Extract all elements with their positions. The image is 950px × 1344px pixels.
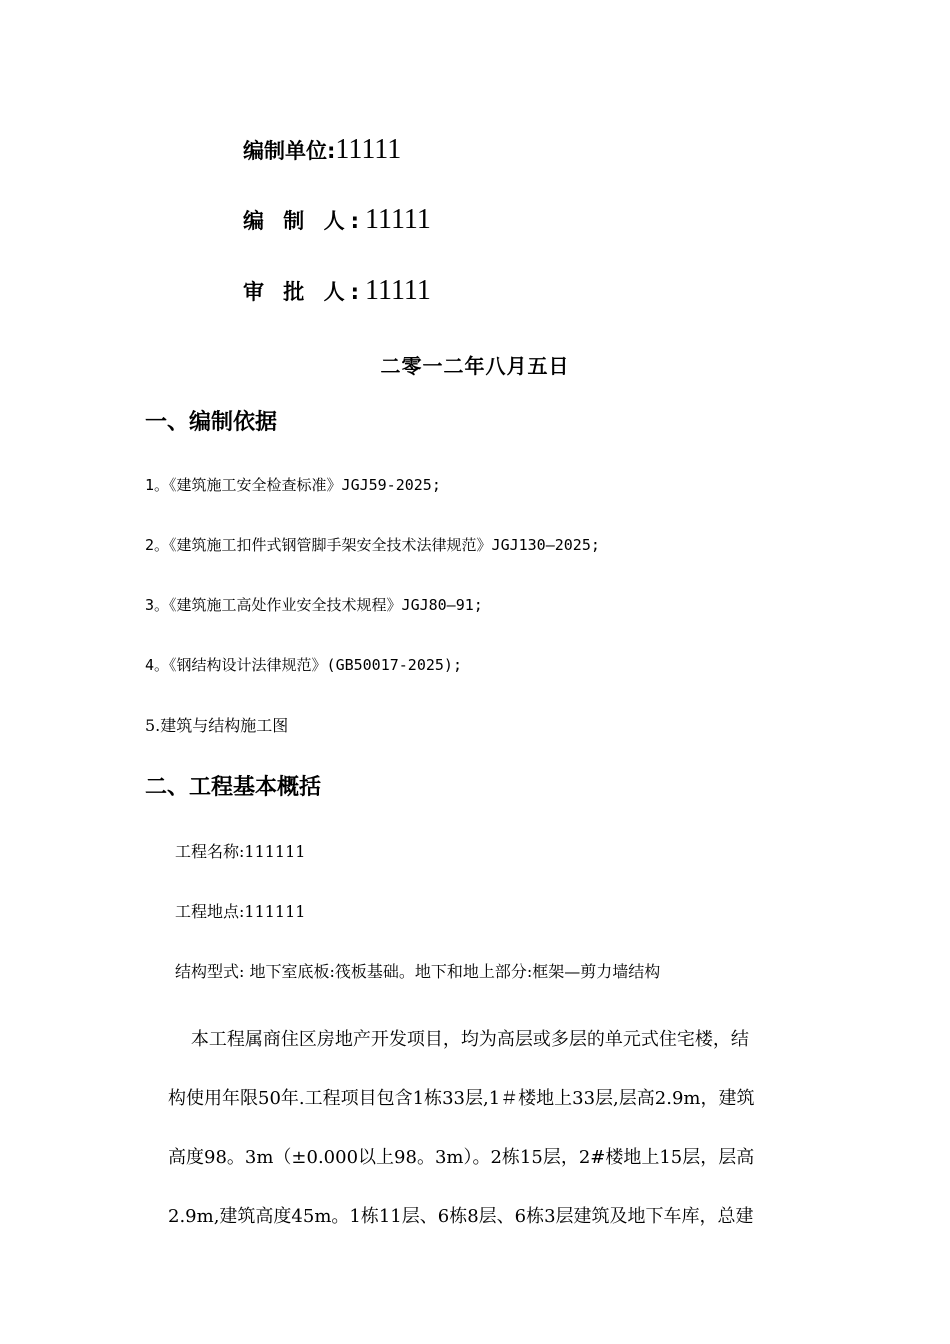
paragraph-line: 高度98。3m（±0.000以上98。3m）。2栋15层，2#楼地上15层，层高 xyxy=(168,1147,755,1168)
approver-row xyxy=(243,275,431,307)
paragraph-line: 本工程属商住区房地产开发项目，均为高层或多层的单元式住宅楼，结 xyxy=(168,1029,749,1050)
list-item: 4。《钢结构设计法律规范》(GB50017-2025); xyxy=(145,656,462,674)
list-item: 5.建筑与结构施工图 xyxy=(145,716,289,735)
section2-heading: 二、工程基本概括 xyxy=(145,775,322,800)
structure-type: 结构型式: 地下室底板:筏板基础。地下和地上部分:框架—剪力墙结构 xyxy=(175,962,661,981)
list-item: 1。《建筑施工安全检查标准》JGJ59-2025; xyxy=(145,476,441,494)
project-description xyxy=(168,1010,808,1246)
compiling-unit-value: 11111 xyxy=(335,134,402,165)
section1-heading: 一、编制依据 xyxy=(145,410,278,435)
project-name: 工程名称:111111 xyxy=(175,842,306,861)
author-row xyxy=(243,204,431,236)
list-item: 2。《建筑施工扣件式钢管脚手架安全技术法律规范》JGJ130—2025; xyxy=(145,536,600,554)
list-item: 3。《建筑施工高处作业安全技术规程》JGJ80—91; xyxy=(145,596,483,614)
author-label: 编 制 人: xyxy=(243,209,366,233)
approver-value: 11111 xyxy=(365,275,431,306)
approver-label: 审 批 人: xyxy=(243,280,366,304)
paragraph-line: 2.9m,建筑高度45m。1栋11层、6栋8层、6栋3层建筑及地下车库，总建 xyxy=(168,1206,754,1227)
paragraph-line: 构使用年限50年.工程项目包含1栋33层,1＃楼地上33层,层高2.9m，建筑 xyxy=(168,1088,755,1109)
compiling-unit-label: 编制单位: xyxy=(243,139,336,163)
project-location: 工程地点:111111 xyxy=(175,902,306,921)
document-date: 二零一二年八月五日 xyxy=(380,354,570,378)
author-value: 11111 xyxy=(365,204,431,235)
compiling-unit-row xyxy=(243,134,401,166)
